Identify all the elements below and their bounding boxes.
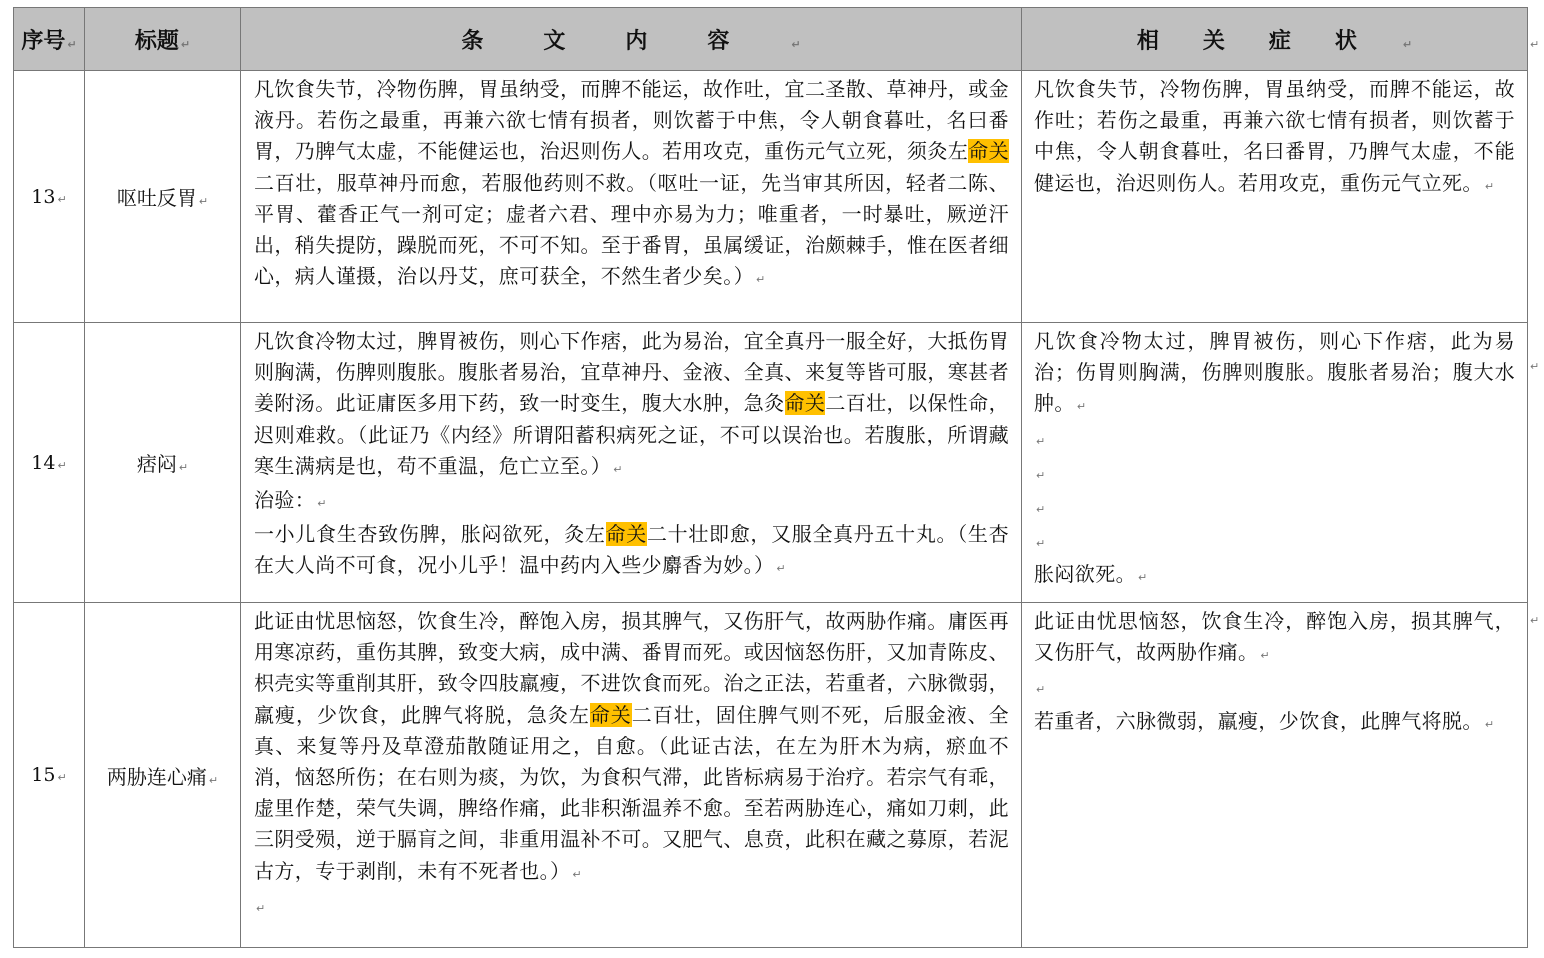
- symptom-paragraph: ↵: [1036, 537, 1046, 551]
- highlighted-term: 命关: [589, 702, 632, 727]
- row-content: [241, 323, 1022, 603]
- symptom-paragraph: ↵: [1036, 468, 1046, 482]
- highlighted-term: 命关: [605, 522, 647, 547]
- row-symptoms: [1022, 71, 1528, 323]
- content-paragraph: 此证由忧思恼怒，饮食生冷，醉饱入房，损其脾气，又伤肝气，故两胁作痛。庸医再用寒凉药，重伤其脾，致变大病，成中满、番胃而死。或因恼怒伤肝，又加青陈皮、枳壳实等重削其肝，致令四肢羸瘦，不进饮食而死。治之正法，若重者，六脉微弱，羸瘦，少饮食，此脾气将脱，急灸左命关二百壮，固住脾气则不死，后服金液、全真、来复等丹及草澄茄散随证用之，自愈。（此证古法，在左为肝木为病，瘀血不消，恼怒所伤；在右则为痰，为饮，为食积气滞，此皆标病易于治疗。若宗气有乖，虚里作楚，荣气失调，脾络作痛，此非积渐温养不愈。至若两胁连心，痛如刀刺，此三阴受殒，逆于膈肓之间，非重用温补不可。又肥气、息贲，此积在藏之募原，若泥古方，专于剥削，未有不死者也。） ↵: [254, 609, 1009, 883]
- content-paragraph: 治验： ↵: [254, 488, 327, 513]
- header-symptoms: 相关症状 ↵: [1022, 8, 1528, 71]
- symptom-paragraph: ↵: [1036, 503, 1046, 517]
- header-title: 标题 ↵: [85, 8, 241, 71]
- symptom-paragraph: 胀闷欲死。 ↵: [1034, 562, 1148, 587]
- row-symptoms: [1022, 323, 1528, 603]
- highlighted-term: 命关: [784, 391, 826, 416]
- row-symptoms: [1022, 603, 1528, 948]
- content-text: 凡饮食失节，冷物伤脾，胃虽纳受，而脾不能运，故作吐，宜二圣散、草神丹，或金液丹。若伤之最重，再兼六欲七情有损者，则饮蓄于中焦，令人朝食暮吐，名曰番胃，乃脾气太虚，不能健运也，治迟则伤人。若用攻克，重伤元气立死，须灸左: [254, 77, 1009, 164]
- content-paragraph: ↵: [256, 901, 266, 915]
- row-content: [241, 603, 1022, 948]
- content-text: 二百壮，固住脾气则不死，后服金液、全真、来复等丹及草澄茄散随证用之，自愈。（此证古法，在左为肝木为病，瘀血不消，恼怒所伤；在右则为痰，为饮，为食积气滞，此皆标病易于治疗。若宗气有乖，虚里作楚，荣气失调，脾络作痛，此非积渐温养不愈。至若两胁连心，痛如刀刺，此三阴受殒，逆于膈肓之间，非重用温补不可。又肥气、息贲，此积在藏之募原，若泥古方，专于剥削，未有不死者也。）: [254, 702, 1009, 883]
- content-text: 此证由忧思恼怒，饮食生冷，醉饱入房，损其脾气，又伤肝气，故两胁作痛。庸医再用寒凉药，重伤其脾，致变大病，成中满、番胃而死。或因恼怒伤肝，又加青陈皮、枳壳实等重削其肝，致令四肢羸瘦，不进饮食而死。治之正法，若重者，六脉微弱，羸瘦，少饮食，此脾气将脱，急灸左: [254, 609, 1009, 727]
- symptom-paragraph: 此证由忧思恼怒，饮食生冷，醉饱入房，损其脾气，又伤肝气，故两胁作痛。 ↵: [1034, 609, 1515, 665]
- content-text: 一小儿食生杏致伤脾，胀闷欲死，灸左: [254, 522, 606, 547]
- content-text: 二十壮即愈，又服全真丹五十丸。（生杏在大人尚不可食，况小儿乎！温中药内入些少麝香为妙。）: [254, 522, 1009, 578]
- header-content: 条文内容 ↵: [241, 8, 1022, 71]
- content-text: 治验：: [254, 488, 316, 513]
- header-seq: 序号 ↵: [14, 8, 85, 71]
- highlighted-term: 命关: [968, 139, 1009, 164]
- content-text: 二百壮，以保性命，迟则难救。（此证乃《内经》所谓阳蓄积病死之证，不可以误治也。若腹胀，所谓藏寒生满病是也，苟不重温，危亡立至。）: [254, 391, 1009, 478]
- main-table: [13, 7, 1528, 948]
- row-number: 14 ↵: [14, 323, 85, 603]
- content-text: 二百壮，服草神丹而愈，若服他药则不救。（呕吐一证，先当审其所因，轻者二陈、平胃、藿香正气一剂可定；虚者六君、理中亦易为力；唯重者，一时暴吐，厥逆汗出，稍失提防，躁脱而死，不可不知。至于番胃，虽属缓证，治颇棘手，惟在医者细心，病人谨摄，治以丹艾，庶可获全，不然生者少矣。）: [254, 170, 1009, 289]
- row-end-mark: ↵: [1530, 614, 1540, 627]
- symptom-paragraph: 若重者，六脉微弱，羸瘦，少饮食，此脾气将脱。 ↵: [1034, 708, 1495, 733]
- symptom-paragraph: ↵: [1036, 683, 1046, 697]
- table-row: [14, 603, 1528, 948]
- row-title: 两胁连心痛 ↵: [85, 603, 241, 948]
- row-number: 15 ↵: [14, 603, 85, 948]
- symptom-paragraph: ↵: [1036, 434, 1046, 448]
- content-text: 凡饮食冷物太过，脾胃被伤，则心下作痞，此为易治，宜全真丹一服全好，大抵伤胃则胸满，伤脾则腹胀。腹胀者易治，宜草神丹、金液、全真、来复等皆可服，寒甚者姜附汤。此证庸医多用下药，致一时变生，腹大水肿，急灸: [254, 329, 1009, 416]
- row-end-mark: ↵: [1530, 360, 1540, 373]
- symptom-paragraph: 凡饮食失节，冷物伤脾，胃虽纳受，而脾不能运，故作吐；若伤之最重，再兼六欲七情有损者，则饮蓄于中焦，令人朝食暮吐，名曰番胃，乃脾气太虚，不能健运也，治迟则伤人。若用攻克，重伤元气立死。 ↵: [1034, 77, 1515, 195]
- row-number: 13 ↵: [14, 71, 85, 323]
- row-end-mark: ↵: [1530, 38, 1540, 51]
- table-row: [14, 71, 1528, 323]
- row-content: [241, 71, 1022, 323]
- content-paragraph: 一小儿食生杏致伤脾，胀闷欲死，灸左命关二十壮即愈，又服全真丹五十丸。（生杏在大人尚不可食，况小儿乎！温中药内入些少麝香为妙。） ↵: [254, 522, 1009, 578]
- header-row: [14, 8, 1528, 71]
- content-paragraph: 凡饮食失节，冷物伤脾，胃虽纳受，而脾不能运，故作吐，宜二圣散、草神丹，或金液丹。若伤之最重，再兼六欲七情有损者，则饮蓄于中焦，令人朝食暮吐，名曰番胃，乃脾气太虚，不能健运也，治迟则伤人。若用攻克，重伤元气立死，须灸左命关二百壮，服草神丹而愈，若服他药则不救。（呕吐一证，先当审其所因，轻者二陈、平胃、藿香正气一剂可定；虚者六君、理中亦易为力；唯重者，一时暴吐，厥逆汗出，稍失提防，躁脱而死，不可不知。至于番胃，虽属缓证，治颇棘手，惟在医者细心，病人谨摄，治以丹艾，庶可获全，不然生者少矣。） ↵: [254, 77, 1009, 289]
- symptom-paragraph: 凡饮食冷物太过，脾胃被伤，则心下作痞，此为易治；伤胃则胸满，伤脾则腹胀。腹胀者易治；腹大水肿。 ↵: [1034, 329, 1515, 416]
- row-title: 呕吐反胃 ↵: [85, 71, 241, 323]
- table-row: [14, 323, 1528, 603]
- row-title: 痞闷 ↵: [85, 323, 241, 603]
- content-paragraph: 凡饮食冷物太过，脾胃被伤，则心下作痞，此为易治，宜全真丹一服全好，大抵伤胃则胸满，伤脾则腹胀。腹胀者易治，宜草神丹、金液、全真、来复等皆可服，寒甚者姜附汤。此证庸医多用下药，致一时变生，腹大水肿，急灸命关二百壮，以保性命，迟则难救。（此证乃《内经》所谓阳蓄积病死之证，不可以误治也。若腹胀，所谓藏寒生满病是也，苟不重温，危亡立至。） ↵: [254, 329, 1009, 478]
